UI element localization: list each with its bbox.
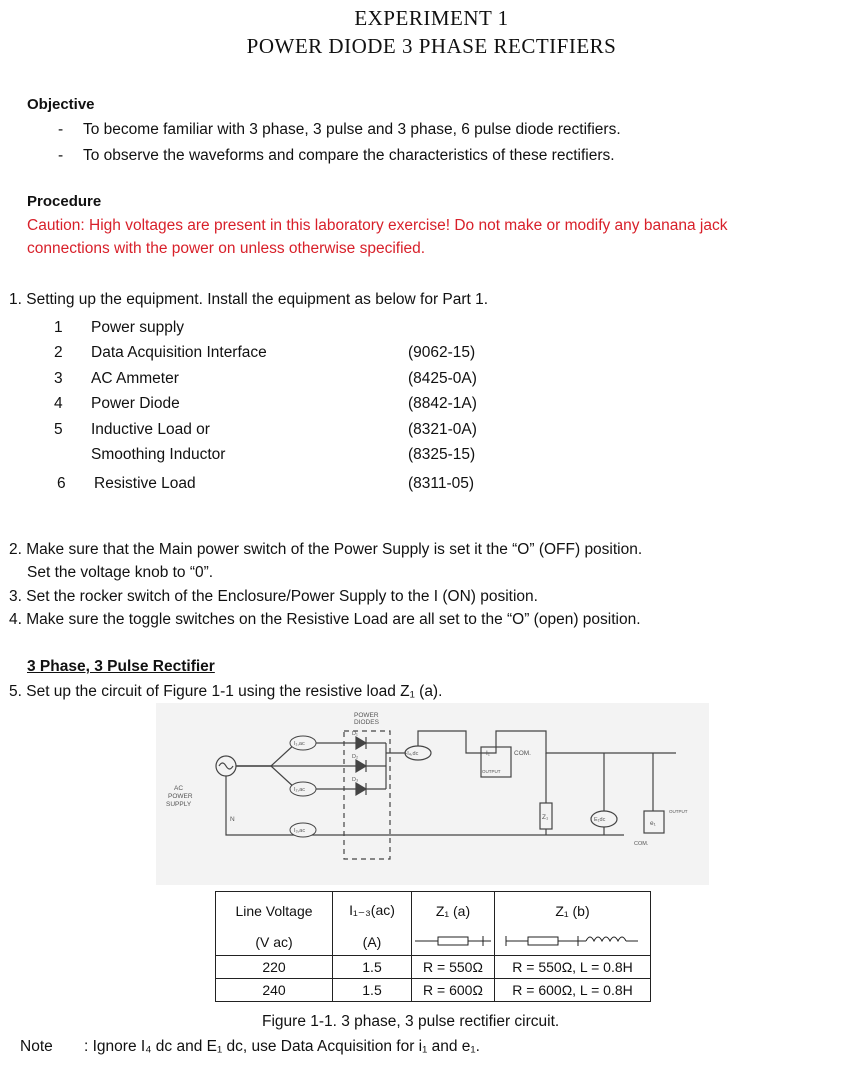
- table-cell: 240: [216, 979, 333, 1002]
- diagram-label: D₂: [352, 754, 359, 760]
- circuit-diagram: [156, 703, 709, 885]
- table-cell: R = 600Ω: [412, 979, 495, 1002]
- table-cell: 1.5: [333, 956, 412, 979]
- equipment-code: (8842-1A): [408, 395, 477, 413]
- procedure-heading: Procedure: [27, 193, 102, 210]
- column-header: Z₁ (a): [412, 892, 495, 930]
- bullet-dash: -: [58, 147, 64, 164]
- equipment-row: [54, 341, 477, 367]
- objective-heading: Objective: [27, 96, 95, 113]
- page-title: POWER DIODE 3 PHASE RECTIFIERS: [246, 34, 617, 58]
- diagram-label: COM.: [514, 750, 531, 757]
- table-header-row: [216, 892, 651, 930]
- equipment-name: AC Ammeter: [91, 369, 179, 387]
- caution-text: Caution: High voltages are present in this laboratory exercise! Do not make or modify any banana jack: [27, 217, 728, 234]
- diagram-label: E₁dc: [594, 817, 606, 823]
- equipment-code: (8311-05): [408, 474, 475, 492]
- resistor-icon: [413, 935, 493, 947]
- objective-item: To become familiar with 3 phase, 3 pulse and 3 phase, 6 pulse diode rectifiers.: [83, 121, 621, 138]
- equipment-name: Power Diode: [91, 395, 180, 413]
- objective-item: To observe the waveforms and compare the characteristics of these rectifiers.: [83, 147, 615, 164]
- column-header: Z₁ (b): [495, 892, 651, 930]
- equipment-name: Resistive Load: [94, 474, 196, 492]
- diagram-label: I₂,ac: [294, 787, 305, 793]
- diagram-label: AC: [174, 785, 184, 792]
- equipment-name: Power supply: [91, 318, 185, 336]
- diagram-label: OUTPUT: [669, 809, 688, 814]
- equipment-name: Smoothing Inductor: [91, 446, 226, 464]
- diagram-label: POWER: [354, 712, 379, 719]
- equipment-row: [54, 468, 477, 499]
- bullet-dash: -: [58, 121, 64, 138]
- table-cell: 220: [216, 956, 333, 979]
- equipment-num: [54, 443, 91, 469]
- diagram-label: Z₁: [542, 814, 549, 821]
- equipment-code: [408, 315, 477, 341]
- diagram-label: D₁: [352, 731, 358, 737]
- equipment-num: 4: [54, 395, 63, 413]
- specification-table: [215, 891, 651, 1002]
- diode-icon: [356, 760, 366, 772]
- equipment-row: [54, 366, 477, 392]
- step-3: 3. Set the rocker switch of the Enclosure/Power Supply to the I (ON) position.: [9, 588, 538, 605]
- equipment-code: (8325-15): [408, 446, 476, 464]
- step-4: 4. Make sure the toggle switches on the Resistive Load are all set to the “O” (open) position.: [9, 611, 641, 628]
- step-1: 1. Setting up the equipment. Install the equipment as below for Part 1.: [9, 291, 489, 308]
- equipment-num: 1: [54, 318, 63, 336]
- note-label: Note: [20, 1038, 53, 1055]
- unit-label: (V ac): [216, 930, 333, 956]
- unit-label: (A): [333, 930, 412, 956]
- equipment-name: Data Acquisition Interface: [91, 344, 267, 362]
- note-text: : Ignore I₄ dc and E₁ dc, use Data Acquisition for i₁ and e₁.: [84, 1038, 480, 1055]
- diagram-label: SUPPLY: [166, 801, 192, 808]
- caution-text: connections with the power on unless otherwise specified.: [27, 240, 426, 257]
- table-cell: R = 550Ω, L = 0.8H: [495, 956, 651, 979]
- table-cell: 1.5: [333, 979, 412, 1002]
- table-cell: R = 550Ω: [412, 956, 495, 979]
- equipment-num: 5: [54, 420, 63, 438]
- table-row: [216, 979, 651, 1002]
- table-row: [216, 956, 651, 979]
- diagram-label: I₃,ac: [294, 828, 306, 834]
- equipment-num: 2: [54, 344, 63, 362]
- equipment-code: (9062-15): [408, 344, 476, 362]
- equipment-num: 3: [54, 369, 63, 387]
- diode-icon: [356, 783, 366, 795]
- equipment-name: Inductive Load or: [91, 420, 210, 438]
- column-header: I₁₋₃(ac): [333, 892, 412, 930]
- equipment-row: [54, 315, 477, 341]
- step-2-continued: Set the voltage knob to “0”.: [27, 564, 214, 581]
- table-cell: R = 600Ω, L = 0.8H: [495, 979, 651, 1002]
- diagram-label: DIODES: [354, 719, 379, 726]
- diagram-label: +I₄,dc: [404, 751, 419, 757]
- step-2: 2. Make sure that the Main power switch of the Power Supply is set it the “O” (OFF) position.: [9, 541, 643, 558]
- step-5: 5. Set up the circuit of Figure 1-1 using the resistive load Z₁ (a).: [9, 683, 443, 700]
- diagram-label: COM.: [634, 841, 649, 847]
- diagram-label: I₁,ac: [294, 741, 305, 747]
- diagram-label: e₁: [650, 820, 656, 827]
- equipment-row: [54, 417, 477, 443]
- equipment-row: [54, 392, 477, 418]
- resistor-inductor-icon: [498, 935, 648, 947]
- equipment-code: (8321-0A): [408, 420, 477, 438]
- equipment-list: [54, 315, 477, 499]
- equipment-num: 6: [57, 474, 66, 492]
- section-heading: 3 Phase, 3 Pulse Rectifier: [27, 658, 215, 675]
- diagram-label: POWER: [168, 793, 193, 800]
- figure-caption: Figure 1-1. 3 phase, 3 pulse rectifier circuit.: [262, 1013, 560, 1030]
- experiment-number: EXPERIMENT 1: [354, 6, 509, 30]
- diagram-label: OUTPUT: [482, 769, 501, 774]
- column-header: Line Voltage: [216, 892, 333, 930]
- diagram-label: D₃: [352, 777, 359, 783]
- diagram-label: N: [230, 816, 235, 823]
- table-units-row: [216, 930, 651, 956]
- diode-icon: [356, 737, 366, 749]
- equipment-code: (8425-0A): [408, 369, 477, 387]
- equipment-row: [54, 443, 477, 469]
- diagram-label: I₁: [486, 750, 490, 757]
